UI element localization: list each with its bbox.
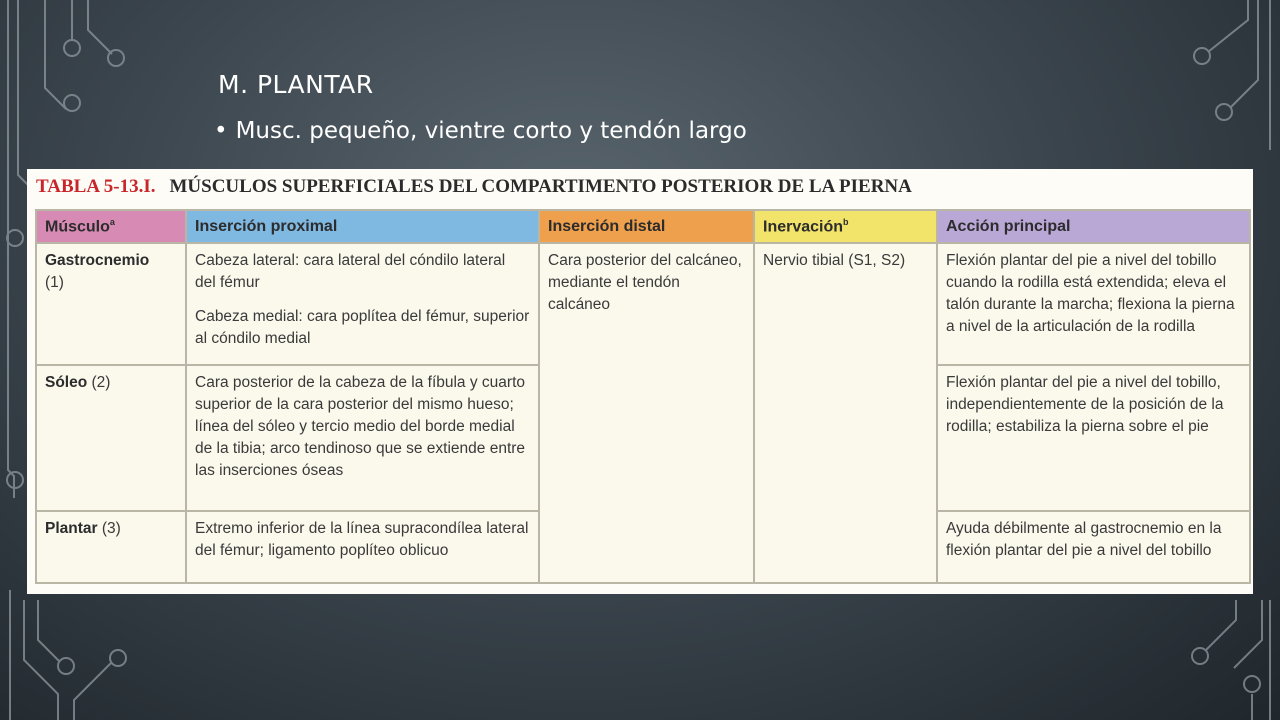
table-row <box>36 243 1250 365</box>
cell-accion: Ayuda débilmente al gastrocnemio en la flexión plantar del pie a nivel del tobillo <box>937 511 1250 583</box>
slide-bullet <box>214 118 747 144</box>
table-image <box>27 169 1253 594</box>
cell-inervacion: Nervio tibial (S1, S2) <box>754 243 937 583</box>
table-caption <box>36 176 1246 198</box>
cell-insercion-proximal: Extremo inferior de la línea supracondílea lateral del fémur; ligamento poplíteo oblicuo <box>186 511 539 583</box>
cell-musculo: Gastrocnemio (1) <box>36 243 186 365</box>
cell-insercion-proximal: Cara posterior de la cabeza de la fíbula y cuarto superior de la cara posterior del mismo hueso; línea del sóleo y tercio medio del borde medial de la tibia; arco tendinoso que se extiende entre las inserciones óseas <box>186 365 539 511</box>
bullet-text: Musc. pequeño, vientre corto y tendón largo <box>235 118 747 144</box>
muscles-table <box>35 209 1251 584</box>
cell-musculo: Plantar (3) <box>36 511 186 583</box>
table-title: MÚSCULOS SUPERFICIALES DEL COMPARTIMENTO POSTERIOR DE LA PIERNA <box>169 176 912 197</box>
cell-accion: Flexión plantar del pie a nivel del tobillo cuando la rodilla está extendida; eleva el talón durante la marcha; flexiona la pierna a nivel de la articulación de la rodilla <box>937 243 1250 365</box>
header-insercion-proximal: Inserción proximal <box>186 210 539 243</box>
bullet-dot-icon: • <box>214 118 228 144</box>
header-musculo: Músculo$^a$ <box>36 210 186 243</box>
table-number: TABLA 5-13.I. <box>36 176 156 197</box>
header-accion-principal: Acción principal <box>937 210 1250 243</box>
slide-title: M. PLANTAR <box>218 70 374 99</box>
header-insercion-distal: Inserción distal <box>539 210 754 243</box>
table-header-row <box>36 210 1250 243</box>
cell-musculo: Sóleo (2) <box>36 365 186 511</box>
cell-insercion-proximal: Cabeza lateral: cara lateral del cóndilo lateral del fémur Cabeza medial: cara poplítea del fémur, superior al cóndilo medial <box>186 243 539 365</box>
cell-accion: Flexión plantar del pie a nivel del tobillo, independientemente de la posición de la rodilla; estabiliza la pierna sobre el pie <box>937 365 1250 511</box>
cell-insercion-distal: Cara posterior del calcáneo, mediante el tendón calcáneo <box>539 243 754 583</box>
header-inervacion: Inervación$^b$ <box>754 210 937 243</box>
